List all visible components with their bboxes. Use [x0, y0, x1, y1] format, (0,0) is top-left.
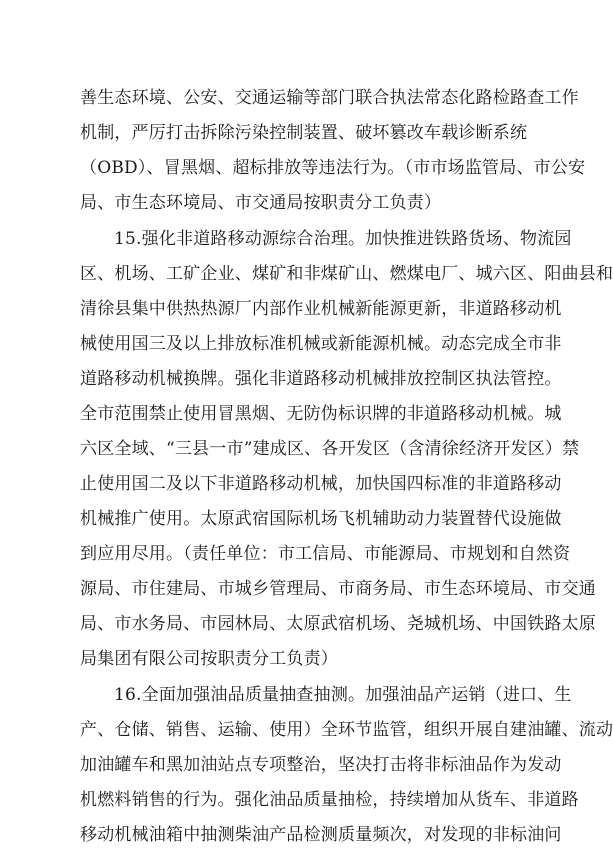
text-line: 区、机场、工矿企业、煤矿和非煤矿山、燃煤电厂、城六区、阳曲县和	[80, 264, 613, 284]
text-line: 局、市水务局、市园林局、太原武宿机场、尧城机场、中国铁路太原	[80, 614, 596, 634]
text-line: 源局、市住建局、市城乡管理局、市商务局、市生态环境局、市交通	[80, 579, 596, 599]
text-line: 局集团有限公司按职责分工负责）	[80, 649, 338, 669]
text-line: 产、仓储、销售、运输、使用）全环节监管，组织开展自建油罐、流动	[80, 720, 613, 740]
section-heading-16: 16.全面加强油品质量抽查抽测。加强油品产运销（进口、生	[114, 685, 572, 705]
text-line: 移动机械油箱中抽测柴油产品检测质量频次，对发现的非标油问	[80, 825, 562, 845]
text-line: 机制，严厉打击拆除污染控制装置、破坏篡改车载诊断系统	[80, 123, 528, 143]
text-line: 机械推广使用。太原武宿国际机场飞机辅助动力装置替代设施做	[80, 509, 562, 529]
text-line: 清徐县集中供热热源厂内部作业机械新能源更新，非道路移动机	[80, 299, 562, 319]
text-line: 到应用尽用。（责任单位：市工信局、市能源局、市规划和自然资	[80, 544, 571, 564]
text-line: 止使用国二及以下非道路移动机械，加快国四标准的非道路移动	[80, 474, 562, 494]
section-heading-15: 15.强化非道路移动源综合治理。加快推进铁路货场、物流园	[114, 229, 572, 249]
text-line: 道路移动机械换牌。强化非道路移动机械排放控制区执法管控。	[80, 369, 562, 389]
text-line: 机燃料销售的行为。强化油品质量抽检，持续增加从货车、非道路	[80, 790, 579, 810]
text-line: 六区全域、“三县一市”建成区、各开发区（含清徐经济开发区）禁	[80, 439, 580, 459]
text-line: 善生态环境、公安、交通运输等部门联合执法常态化路检路查工作	[80, 88, 579, 108]
text-line: 局、市生态环境局、市交通局按职责分工负责）	[80, 193, 442, 213]
text-line: 全市范围禁止使用冒黑烟、无防伪标识牌的非道路移动机械。城	[80, 404, 562, 424]
text-line: （OBD）、冒黑烟、超标排放等违法行为。（市市场监管局、市公安	[80, 158, 586, 178]
text-line: 械使用国三及以上排放标准机械或新能源机械。动态完成全市非	[80, 334, 562, 354]
text-line: 加油罐车和黑加油站点专项整治，坚决打击将非标油品作为发动	[80, 755, 562, 775]
